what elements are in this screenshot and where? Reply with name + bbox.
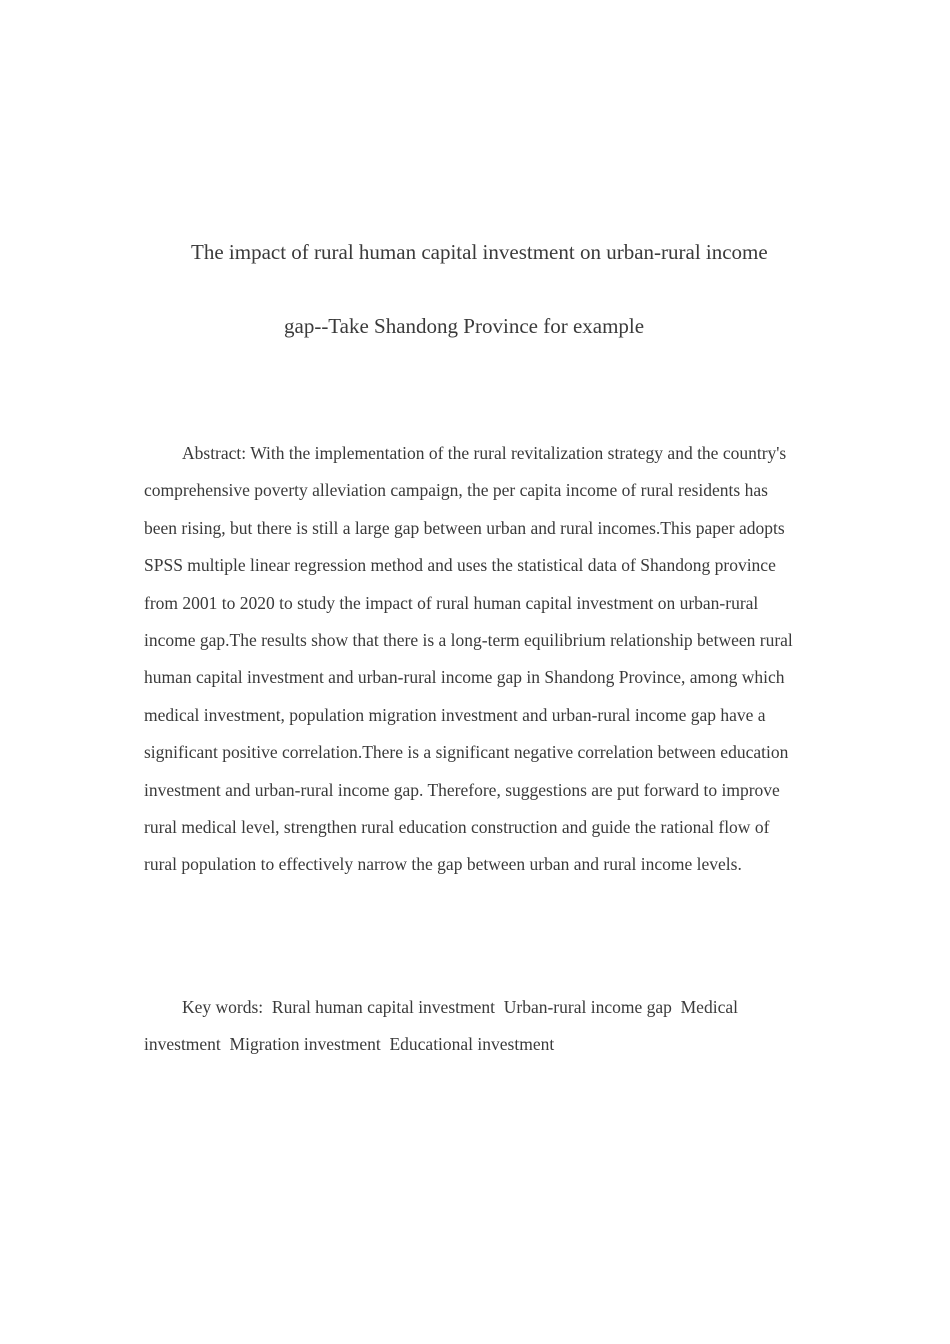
abstract-paragraph	[144, 435, 804, 884]
keyword-item: Medical investment	[144, 997, 738, 1055]
keyword-item: Urban-rural income gap	[503, 997, 672, 1017]
keywords-paragraph	[144, 989, 804, 1064]
abstract-text: With the implementation of the rural revitalization strategy and the country's comprehensive poverty alleviation campaign, the per capita income of rural residents has been rising, but there is still a large gap between urban and rural incomes.This paper adopts SPSS multiple linear regression method and uses the statistical data of Shandong province from 2001 to 2020 to study the impact of rural human capital investment on urban-rural income gap.The results show that there is a long-term equilibrium relationship between rural human capital investment and urban-rural income gap in Shandong Province, among which medical investment, population migration investment and urban-rural income gap have a significant positive correlation.There is a significant negative correlation between education investment and urban-rural income gap. Therefore, suggestions are put forward to improve rural medical level, strengthen rural education construction and guide the rational flow of rural population to effectively narrow the gap between urban and rural income levels.	[144, 443, 793, 875]
abstract-label: Abstract:	[182, 443, 247, 463]
paper-title-line-2: gap--Take Shandong Province for example	[284, 314, 645, 338]
keyword-item: Rural human capital investment	[271, 997, 495, 1017]
keyword-item: Educational investment	[389, 1034, 555, 1055]
keyword-item: Migration investment	[229, 1034, 381, 1055]
paper-title-line-1: The impact of rural human capital investment on urban-rural income	[191, 240, 768, 264]
keywords-label: Key words:	[182, 997, 264, 1017]
